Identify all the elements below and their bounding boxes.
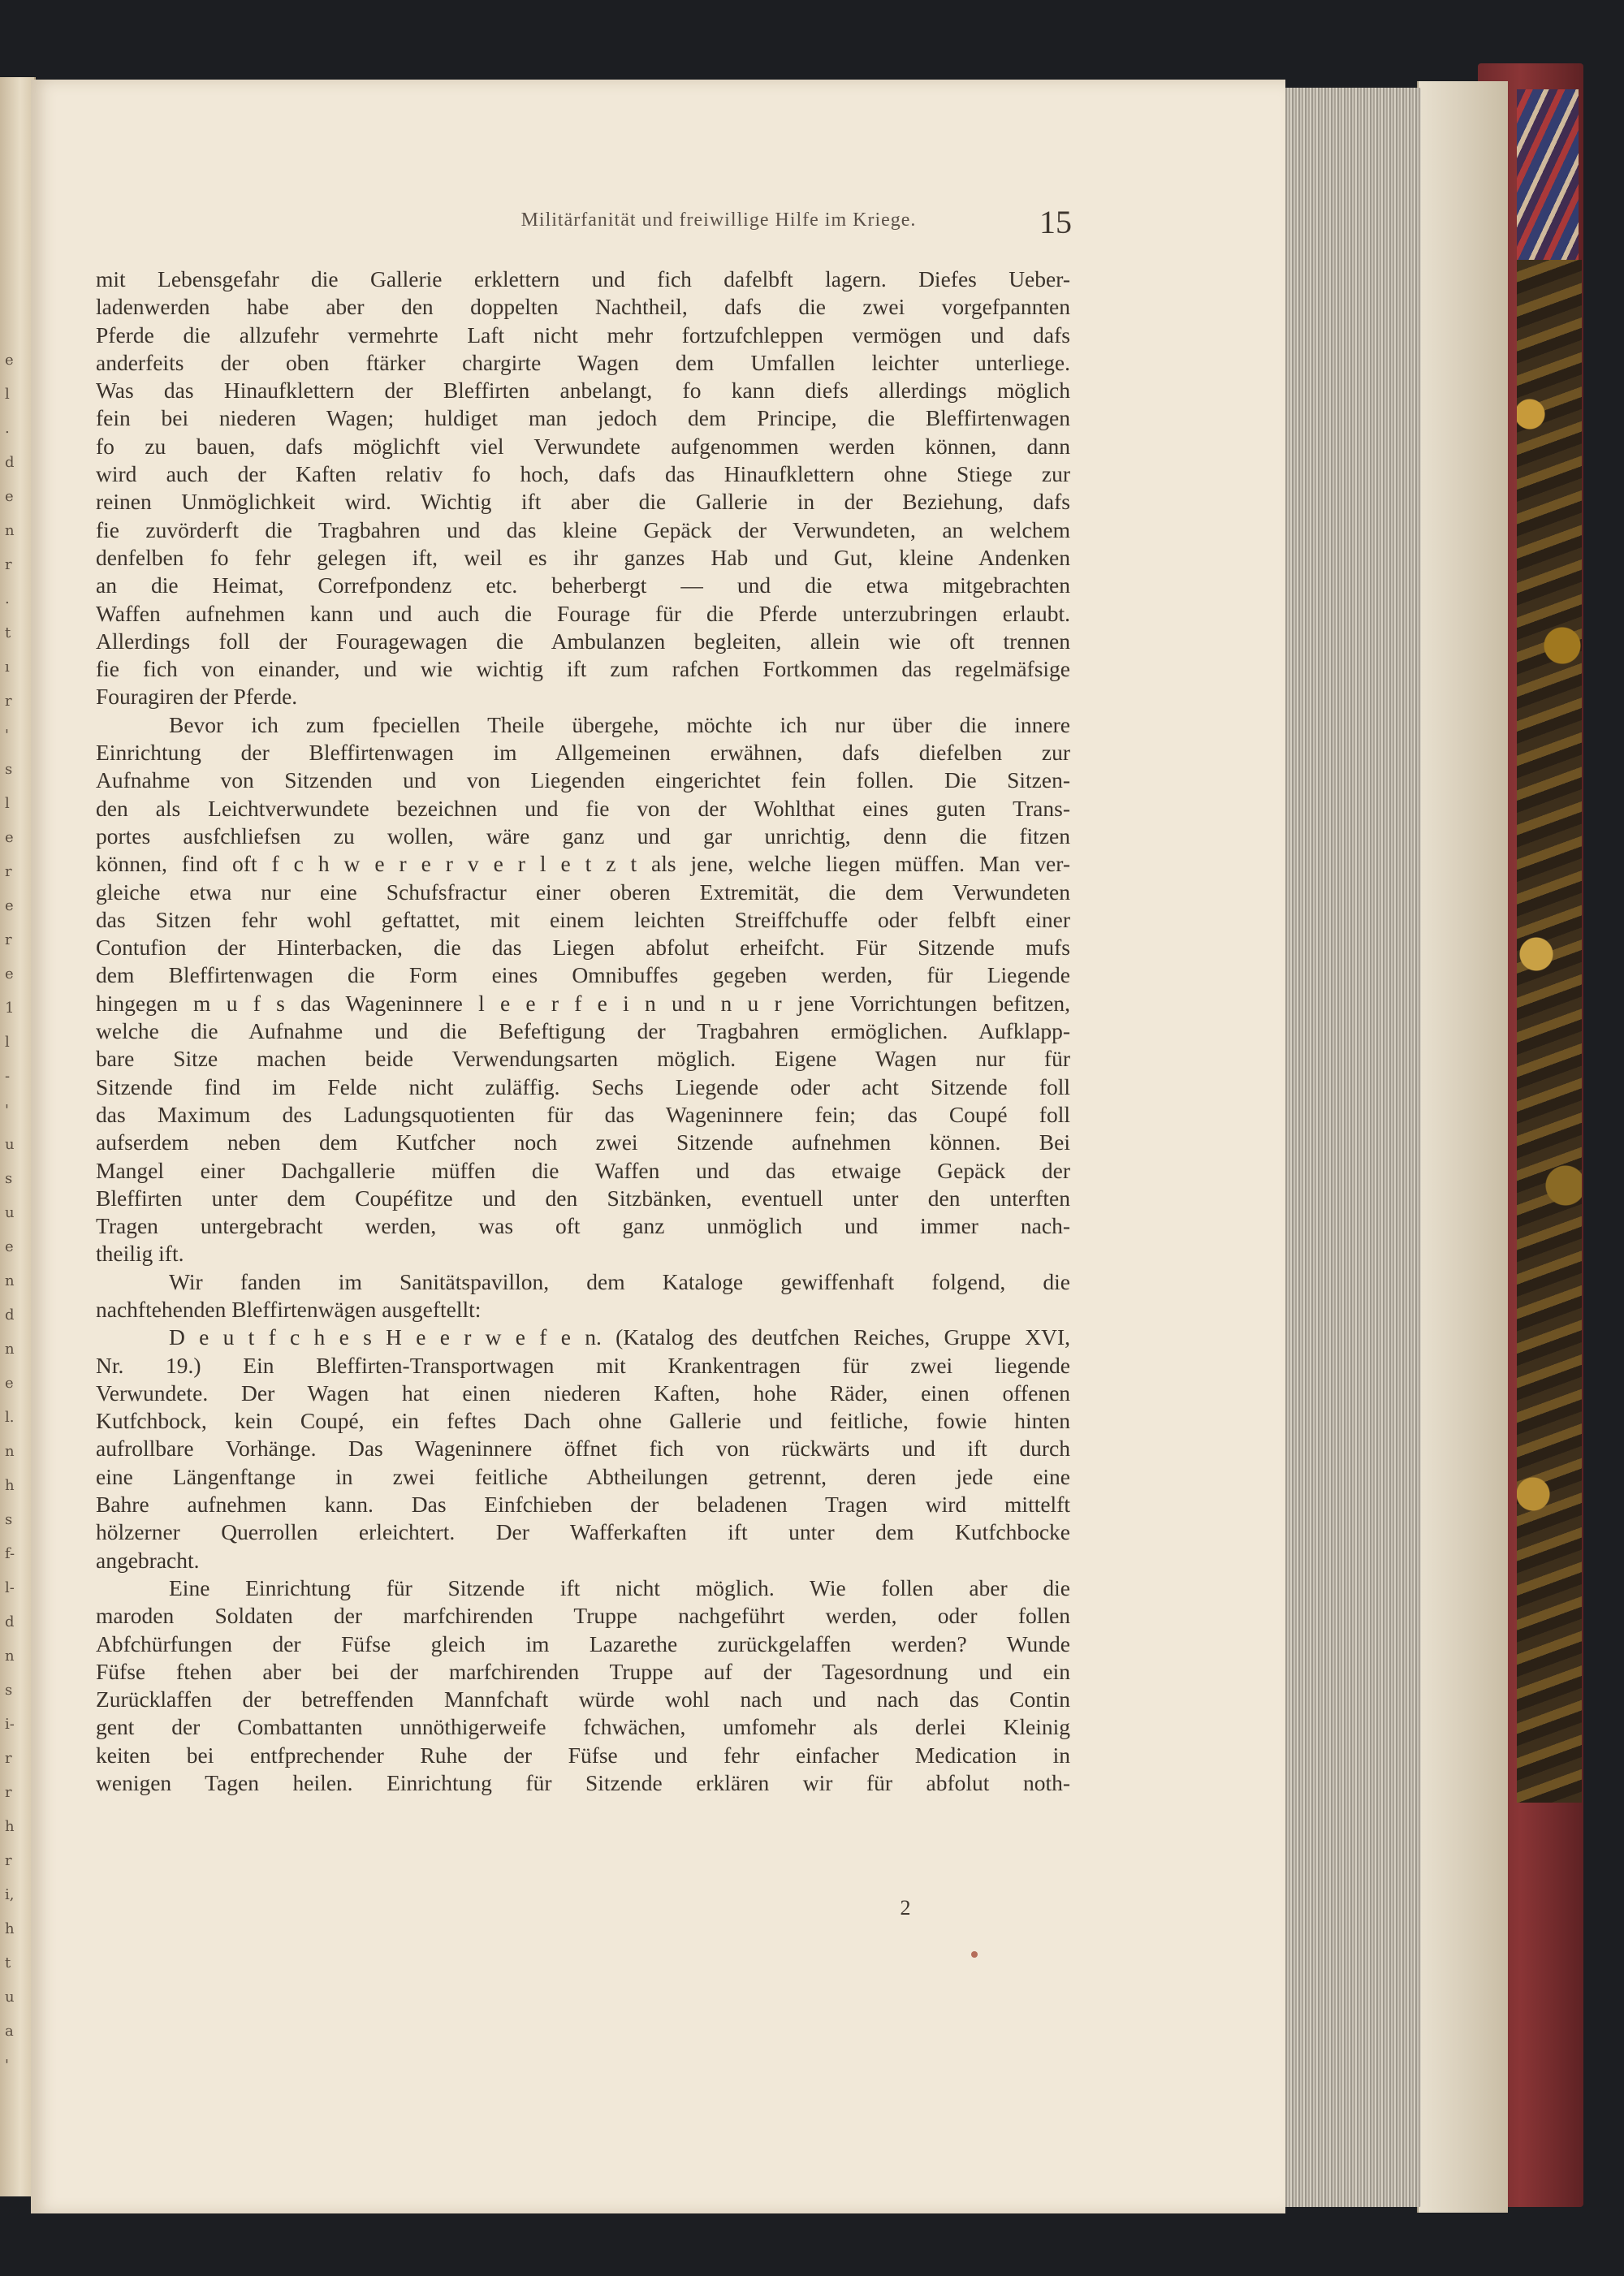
left-page-fragment: e <box>5 829 14 846</box>
left-page-fragment: l. <box>5 1409 15 1426</box>
left-page-fragment: u <box>5 1136 15 1153</box>
left-page-fragment: - <box>5 1068 11 1085</box>
left-page-fragment: f- <box>5 1545 15 1562</box>
left-page-fragment: r <box>5 1852 12 1869</box>
text-line: Einrichtung der Bleffirtenwagen im Allgemeinen erwähnen, dafs diefelben zur <box>96 740 1070 766</box>
left-page-fragment: n <box>5 1443 15 1460</box>
text-line: aufserdem neben dem Kutfcher noch zwei Sitzende aufnehmen können. Bei <box>96 1129 1070 1155</box>
left-page-fragment: . <box>5 590 10 607</box>
left-page-fragment: r <box>5 556 12 573</box>
left-page-fragment: s <box>5 1511 13 1528</box>
text-line: Mangel einer Dachgallerie müffen die Waffen und das etwaige Gepäck der <box>96 1157 1070 1183</box>
paper-speck <box>971 1951 978 1958</box>
text-line: fie fich von einander, und wie wichtig ift zum rafchen Fortkommen das regelmäfsige <box>96 656 1070 682</box>
text-line: maroden Soldaten der marfchirenden Truppe nachgeführt werden, oder follen <box>96 1603 1070 1629</box>
text-line: mit Lebensgefahr die Gallerie erklettern und fich dafelbft lagern. Diefes Ueber- <box>96 266 1070 292</box>
text-line: fein bei niederen Wagen; huldiget man jedoch dem Principe, die Bleffirtenwagen <box>96 405 1070 431</box>
text-line: können, find oft f c h w e r e r v e r l e t z t als jene, welche liegen müffen. Man ver- <box>96 851 1070 877</box>
left-page-fragment: e <box>5 488 14 505</box>
page-stack-edge <box>1417 81 1508 2213</box>
left-page-fragment: r <box>5 1784 12 1801</box>
left-page-fragment: e <box>5 352 14 369</box>
left-page-fragment: ı <box>5 659 10 676</box>
text-line: fo zu bauen, dafs möglichft viel Verwundete aufgenommen werden können, dann <box>96 433 1070 459</box>
page-stack <box>1279 88 1421 2207</box>
left-page-fragment: t <box>5 1954 11 1972</box>
text-line: Waffen aufnehmen kann und auch die Fourage für die Pferde unterzubringen erlaubt. <box>96 600 1070 626</box>
text-line: dem Bleffirtenwagen die Form eines Omnibuffes gegeben werden, für Liegende <box>96 962 1070 988</box>
text-line: an die Heimat, Correfpondenz etc. beherbergt — und die etwa mitgebrachten <box>96 572 1070 598</box>
text-line: hölzerner Querrollen erleichtert. Der Wafferkaften ift unter dem Kutfchbocke <box>96 1519 1070 1545</box>
text-line: Aufnahme von Sitzenden und von Liegenden eingerichtet fein follen. Die Sitzen- <box>96 767 1070 793</box>
left-page-fragment: u <box>5 1204 15 1221</box>
body-text <box>96 266 1070 1797</box>
left-page-fragment: u <box>5 1989 15 2006</box>
text-line: Bevor ich zum fpeciellen Theile übergehe, möchte ich nur über die innere <box>169 711 1070 737</box>
left-page-fragment: i- <box>5 1716 15 1733</box>
text-line: wenigen Tagen heilen. Einrichtung für Sitzende erklären wir für abfolut noth- <box>96 1770 1070 1796</box>
left-page-fragment: r <box>5 931 12 948</box>
text-line: Kutfchbock, kein Coupé, ein feftes Dach ohne Gallerie und feitliche, fowie hinten <box>96 1408 1070 1434</box>
left-page-fragment: d <box>5 454 15 471</box>
left-page-fragment: e <box>5 965 14 983</box>
left-page-fragment: . <box>5 420 10 437</box>
left-page-fragment: d <box>5 1306 15 1324</box>
marbled-endpaper <box>1517 260 1582 1803</box>
left-page-fragment: ' <box>5 727 9 744</box>
left-page-fragment: ' <box>5 1102 9 1119</box>
left-page-fragment: n <box>5 522 15 539</box>
left-page-fragment: l <box>5 386 10 403</box>
left-page-fragment: i, <box>5 1886 15 1903</box>
text-line: das Maximum des Ladungsquotienten für das Wageninnere fein; das Coupé foll <box>96 1101 1070 1127</box>
text-line: theilig ift. <box>96 1241 184 1267</box>
left-page-fragment: a <box>5 2023 14 2040</box>
text-line: Zurücklaffen der betreffenden Mannfchaft würde wohl nach und nach das Contin <box>96 1686 1070 1712</box>
text-line: eine Längenftange in zwei feitliche Abtheilungen getrennt, deren jede eine <box>96 1463 1070 1489</box>
running-head: Militärfanität und freiwillige Hilfe im Kriege. <box>520 209 917 231</box>
left-page-fragment: e <box>5 1238 14 1255</box>
text-line: D e u t f c h e s H e e r w e f e n. (Katalog des deutfchen Reiches, Gruppe XVI, <box>169 1324 1070 1350</box>
left-page-fragment: h <box>5 1920 15 1937</box>
left-page-fragment: n <box>5 1272 15 1289</box>
text-line: Verwundete. Der Wagen hat einen niederen Kaften, hohe Räder, einen offenen <box>96 1380 1070 1406</box>
text-line: gleiche etwa nur eine Schufsfractur einer oberen Extremität, die dem Verwundeten <box>96 879 1070 905</box>
marbled-endpaper-top <box>1517 89 1579 260</box>
text-line: angebracht. <box>96 1547 200 1573</box>
text-line: Füfse ftehen aber bei der marfchirenden Truppe auf der Tagesordnung und ein <box>96 1658 1070 1684</box>
text-line: Abfchürfungen der Füfse gleich im Lazarethe zurückgelaffen werden? Wunde <box>96 1630 1070 1656</box>
left-page-fragment: r <box>5 693 12 710</box>
left-page-fragment: s <box>5 761 13 778</box>
text-line: das Sitzen fehr wohl geftattet, mit einem leichten Streiffchuffe oder felbft einer <box>96 906 1070 932</box>
text-line: hingegen m u f s das Wageninnere l e e r f e i n und n u r jene Vorrichtungen befitzen, <box>96 990 1070 1016</box>
text-line: bare Sitze machen beide Verwendungsarten möglich. Eigene Wagen nur für <box>96 1046 1070 1072</box>
text-line: reinen Unmöglichkeit wird. Wichtig ift aber die Gallerie in der Beziehung, dafs <box>96 489 1070 515</box>
page-number: 15 <box>1039 204 1072 240</box>
signature-mark: 2 <box>900 1896 911 1920</box>
text-line: Pferde die allzufehr vermehrte Laft nicht mehr fortzufchleppen vermögen und dafs <box>96 322 1070 348</box>
text-line: keiten bei entfprechender Ruhe der Füfse und fehr einfacher Medication in <box>96 1742 1070 1768</box>
left-page-fragment: r <box>5 863 12 880</box>
text-line: denfelben fo fehr gelegen ift, weil es ihr ganzes Hab und Gut, kleine Andenken <box>96 544 1070 570</box>
text-line: Fouragiren der Pferde. <box>96 684 298 710</box>
text-line: wird auch der Kaften relativ fo hoch, dafs das Hinaufklettern ohne Stiege zur <box>96 461 1070 487</box>
text-line: ladenwerden habe aber den doppelten Nachtheil, dafs die zwei vorgefpannten <box>96 294 1070 320</box>
text-line: Sitzende find im Felde nicht zuläffig. Sechs Liegende oder acht Sitzende foll <box>96 1073 1070 1099</box>
text-line: aufrollbare Vorhänge. Das Wageninnere öffnet fich von rückwärts und ift durch <box>96 1436 1070 1462</box>
text-line: den als Leichtverwundete bezeichnen und fie von der Wohlthat eines guten Trans- <box>96 795 1070 821</box>
left-page-fragment: h <box>5 1818 15 1835</box>
text-line: Allerdings foll der Fouragewagen die Ambulanzen begleiten, allein wie oft trennen <box>96 628 1070 654</box>
left-page-fragment: n <box>5 1648 15 1665</box>
text-line: Nr. 19.) Ein Bleffirten-Transportwagen mit Krankentragen für zwei liegende <box>96 1352 1070 1378</box>
text-line: nachftehenden Bleffirtenwägen ausgeftellt: <box>96 1296 482 1322</box>
left-page-fragment: r <box>5 1750 12 1767</box>
left-page-fragment: s <box>5 1682 13 1699</box>
left-page-fragment: h <box>5 1477 15 1494</box>
text-line: Tragen untergebracht werden, was oft ganz unmöglich und immer nach- <box>96 1213 1070 1239</box>
text-line: Wir fanden im Sanitätspavillon, dem Kataloge gewiffenhaft folgend, die <box>169 1268 1070 1294</box>
text-line: Eine Einrichtung für Sitzende ift nicht möglich. Wie follen aber die <box>169 1574 1070 1600</box>
left-page-fragment: l <box>5 795 10 812</box>
left-page-fragment: e <box>5 1375 14 1392</box>
left-page-fragment: s <box>5 1170 13 1187</box>
left-page-fragment: t <box>5 624 11 641</box>
left-page-fragment: d <box>5 1613 15 1630</box>
left-page-fragment: 1 <box>5 1000 15 1017</box>
text-line: anderfeits der oben ftärker chargirte Wagen dem Umfallen leichter unterliege. <box>96 349 1070 375</box>
text-line: welche die Aufnahme und die Befeftigung der Tragbahren ermöglichen. Aufklapp- <box>96 1018 1070 1044</box>
text-line: Contufion der Hinterbacken, die das Liegen abfolut erheifcht. Für Sitzende mufs <box>96 935 1070 961</box>
left-page-fragment: ' <box>5 2057 9 2074</box>
text-line: portes ausfchliefsen zu wollen, wäre ganz und gar unrichtig, denn die fitzen <box>96 823 1070 849</box>
left-page-fragment: e <box>5 897 14 914</box>
text-line: gent der Combattanten unnöthigerweife fchwächen, umfomehr als derlei Kleinig <box>96 1714 1070 1740</box>
text-line: Bleffirten unter dem Coupéfitze und den Sitzbänken, eventuell unter den unterften <box>96 1185 1070 1211</box>
left-page-fragment: l <box>5 1034 10 1051</box>
left-page-fragment: n <box>5 1341 15 1358</box>
text-line: fie zuvörderft die Tragbahren und das kleine Gepäck der Verwundeten, an welchem <box>96 516 1070 542</box>
text-line: Was das Hinaufklettern der Bleffirten anbelangt, fo kann diefs allerdings möglich <box>96 378 1070 404</box>
left-page-fragment: l- <box>5 1579 15 1596</box>
text-line: Bahre aufnehmen kann. Das Einfchieben der beladenen Tragen wird mittelft <box>96 1492 1070 1518</box>
